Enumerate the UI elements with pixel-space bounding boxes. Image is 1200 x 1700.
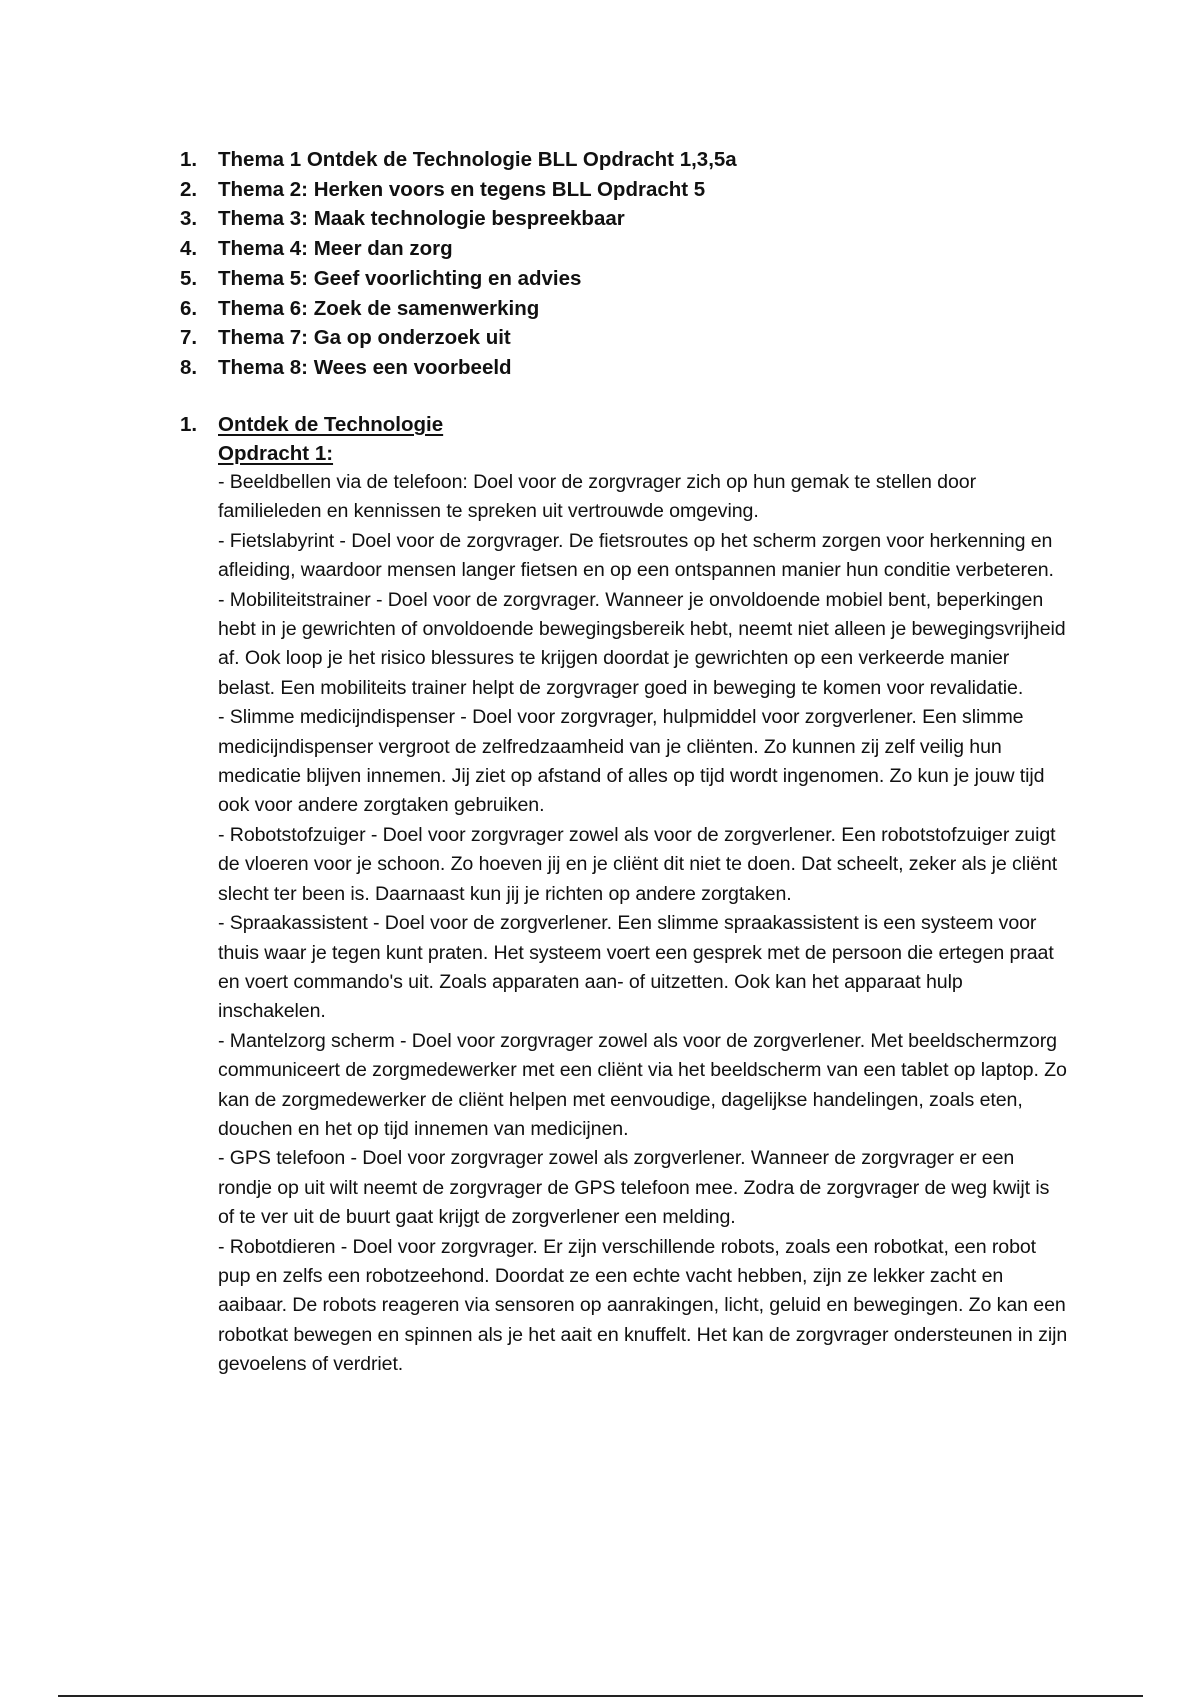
toc-number: 6. [180,296,198,320]
toc-text: Thema 4: Meer dan zorg [218,237,453,261]
technology-item-mantelzorg-scherm: - Mantelzorg scherm - Doel voor zorgvrager zowel als voor de zorgverlener. Met beeldschermzorg communiceert de zorgmedewerker met een cliënt via het beeldscherm van een tablet op laptop. Zo kan de zorgmedewerker de cliënt helpen met eenvoudige, dagelijkse handelingen, zoals eten, douchen en het op tijd innemen van medicijnen. [218,1029,1067,1140]
toc-item-5 [180,264,1080,294]
toc-item-3 [180,204,1080,234]
technology-item-spraakassistent: - Spraakassistent - Doel voor de zorgverlener. Een slimme spraakassistent is een systeem voor thuis waar je tegen kunt praten. Het systeem voert een gesprek met de persoon die ertegen praat en voert commando's uit. Zoals apparaten aan- of uitzetten. Ook kan het apparaat hulp inschakelen. [218,912,1054,1023]
toc-item-4 [180,234,1080,264]
toc-item-1 [180,145,1080,175]
technology-item-robotstofzuiger: - Robotstofzuiger - Doel voor zorgvrager zowel als voor de zorgverlener. Een robotstofzuiger zuigt de vloeren voor je schoon. Zo hoeven jij en je cliënt dit niet te doen. Dat scheelt, zeker als je cliënt slecht ter been is. Daarnaast kun jij je richten op andere zorgtaken. [218,823,1058,905]
toc-text: Thema 1 Ontdek de Technologie BLL Opdracht 1,3,5a [218,148,737,171]
table-of-contents [180,145,1080,383]
toc-item-6 [180,294,1080,324]
section-body [218,439,1068,1380]
toc-number: 8. [180,355,198,379]
toc-number: 5. [180,266,198,290]
toc-number: 7. [180,326,198,350]
toc-text: Thema 8: Wees een voorbeeld [218,355,512,379]
toc-text: Thema 3: Maak technologie bespreekbaar [218,207,625,231]
toc-text: Thema 6: Zoek de samenwerking [218,296,540,320]
toc-number: 2. [180,177,198,201]
section-ontdek-de-technologie [180,410,1080,1380]
technology-item-mobiliteitstrainer: - Mobiliteitstrainer - Doel voor de zorgvrager. Wanneer je onvoldoende mobiel bent, beperkingen hebt in je gewrichten of onvoldoende bewegingsbereik hebt, neemt niet alleen je bewegingsvrijheid af. Ook loop je het risico blessures te krijgen doordat je gewrichten op een verkeerde manier belast. Een mobiliteits trainer helpt de zorgvrager goed in beweging te komen voor revalidatie. [218,588,1066,699]
technology-item-gps-telefoon: - GPS telefoon - Doel voor zorgvrager zowel als zorgverlener. Wanneer de zorgvrager er een rondje op uit wilt neemt de zorgvrager de GPS telefoon mee. Zodra de zorgvrager de weg kwijt is of te ver uit de buurt gaat krijgt de zorgverlener een melding. [218,1147,1050,1229]
section-title: Ontdek de Technologie [218,413,444,436]
toc-item-2 [180,175,1080,205]
technology-item-beeldbellen: - Beeldbellen via de telefoon: Doel voor de zorgvrager zich op hun gemak te stellen door familieleden en kennissen te spreken uit vertrouwde omgeving. [218,471,976,523]
toc-text: Thema 2: Herken voors en tegens BLL Opdracht 5 [218,177,706,201]
assignment-title: Opdracht 1: [218,442,334,465]
toc-number: 1. [180,148,198,171]
toc-item-8 [180,353,1080,383]
technology-item-fietslabyrint: - Fietslabyrint - Doel voor de zorgvrager. De fietsroutes op het scherm zorgen voor herkenning en afleiding, waardoor mensen langer fietsen en op een ontspannen manier hun conditie verbeteren. [218,529,1054,582]
toc-item-7 [180,323,1080,353]
section-heading [180,410,1080,439]
technology-item-medicijndispenser: - Slimme medicijndispenser - Doel voor zorgvrager, hulpmiddel voor zorgverlener. Een slimme medicijndispenser vergroot de zelfredzaamheid van je cliënten. Zo kunnen zij zelf veilig hun medicatie blijven innemen. Jij ziet op afstand of alles op tijd wordt ingenomen. Zo kun je jouw tijd ook voor andere zorgtaken gebruiken. [218,706,1045,817]
technology-item-robotdieren: - Robotdieren - Doel voor zorgvrager. Er zijn verschillende robots, zoals een robotkat, een robot pup en zelfs een robotzeehond. Doordat ze een echte vacht hebben, zijn ze lekker zacht en aaibaar. De robots reageren via sensoren op aanrakingen, licht, geluid en bewegingen. Zo kan een robotkat bewegen en spinnen als je het aait en knuffelt. Het kan de zorgvrager ondersteunen in zijn gevoelens of verdriet. [218,1235,1068,1376]
toc-text: Thema 7: Ga op onderzoek uit [218,326,511,350]
toc-number: 3. [180,207,198,231]
footer-divider [58,1695,1143,1697]
toc-text: Thema 5: Geef voorlichting en advies [218,266,582,290]
section-number: 1. [180,413,198,436]
toc-number: 4. [180,237,198,261]
